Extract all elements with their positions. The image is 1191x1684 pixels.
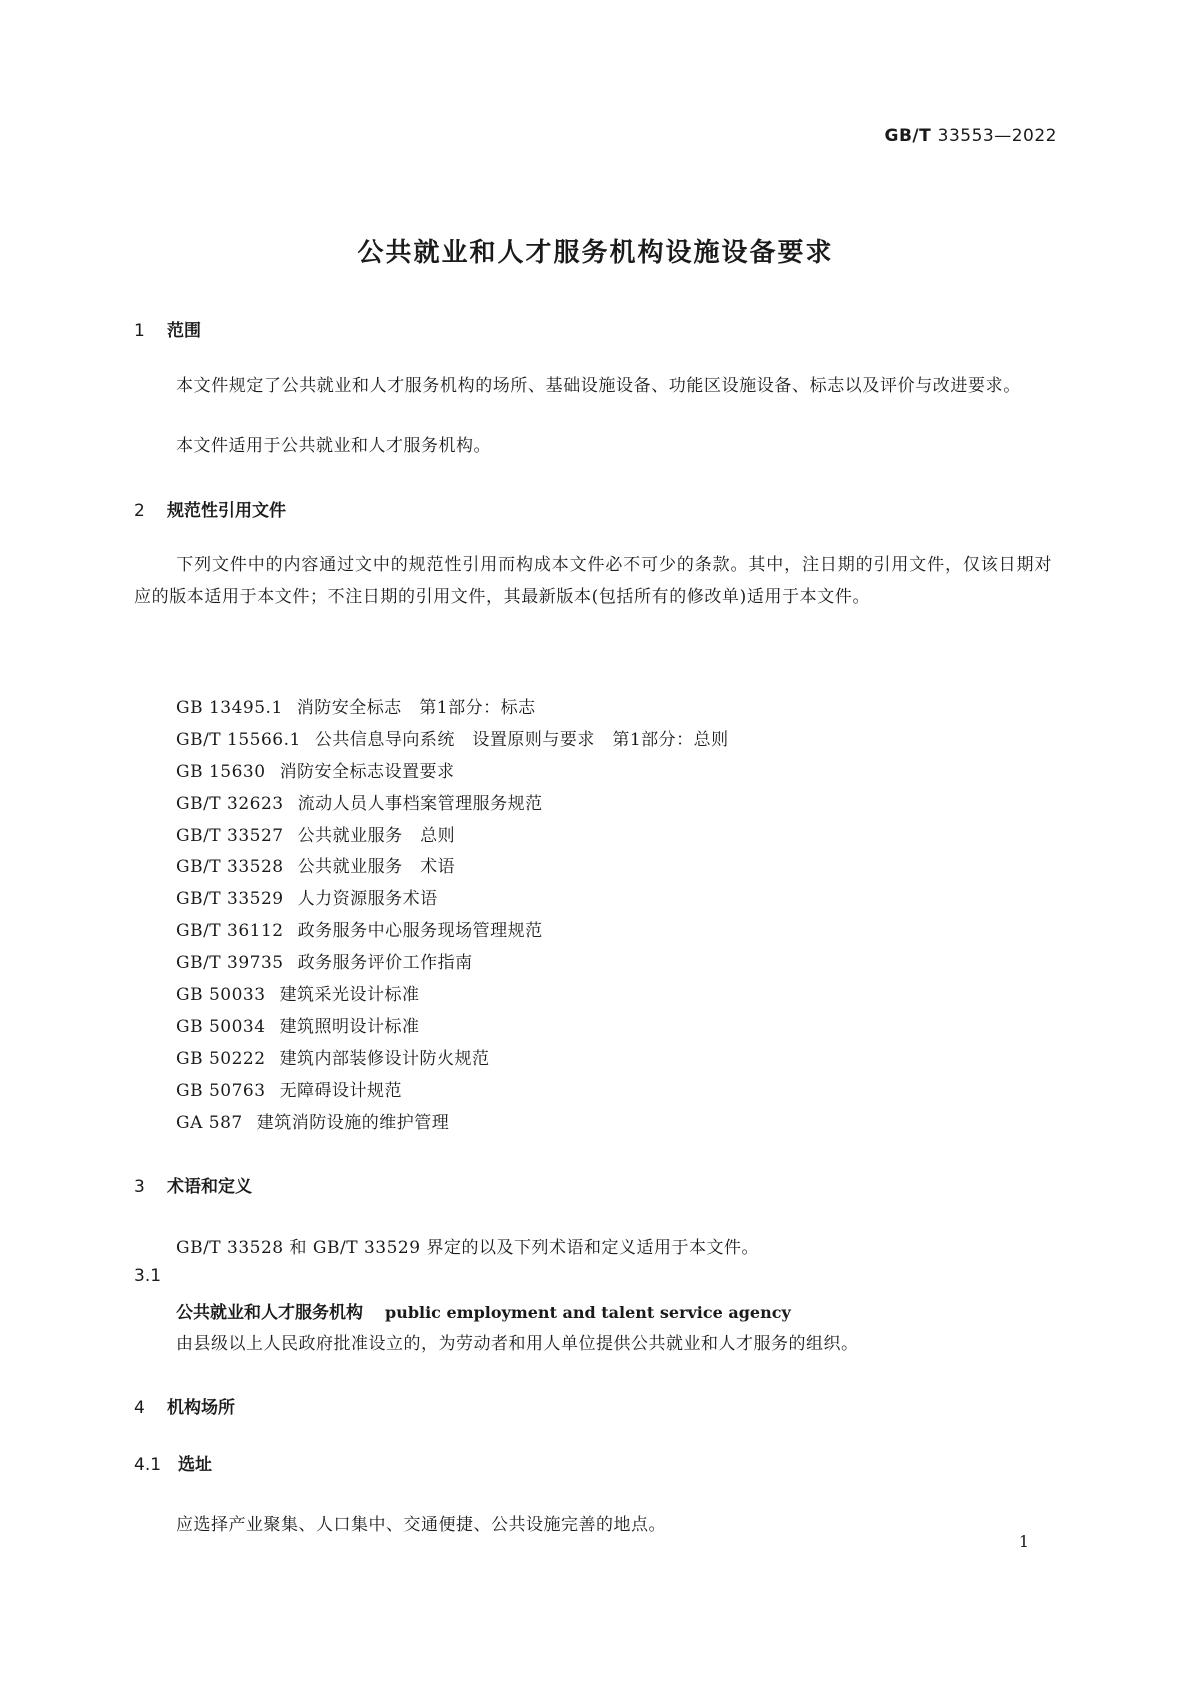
reference-code: GB 50763 bbox=[176, 1080, 266, 1101]
section-title: 规范性引用文件 bbox=[167, 501, 286, 521]
section-number: 2 bbox=[134, 501, 145, 521]
reference-title: 建筑内部装修设计防火规范 bbox=[279, 1048, 490, 1069]
section-3-heading bbox=[134, 1172, 252, 1197]
reference-title: 流动人员人事档案管理服务规范 bbox=[297, 793, 543, 814]
term-definition: 由县级以上人民政府批准设立的，为劳动者和用人单位提供公共就业和人才服务的组织。 bbox=[176, 1334, 859, 1354]
reference-item bbox=[176, 884, 729, 916]
reference-item bbox=[176, 757, 729, 789]
reference-code: GB 50222 bbox=[176, 1048, 266, 1069]
reference-item bbox=[176, 789, 729, 821]
section-number: 3 bbox=[134, 1177, 145, 1197]
section-number: 4 bbox=[134, 1398, 145, 1418]
reference-code: GB 50034 bbox=[176, 1016, 266, 1037]
clause-number: 3.1 bbox=[134, 1266, 162, 1286]
reference-code: GB/T 33527 bbox=[176, 825, 284, 846]
reference-item bbox=[176, 821, 729, 853]
section-4-1-heading bbox=[134, 1450, 212, 1475]
reference-item bbox=[176, 1044, 729, 1076]
reference-title: 政务服务评价工作指南 bbox=[297, 953, 473, 974]
standard-prefix: GB/T bbox=[884, 126, 932, 146]
section-title: 范围 bbox=[167, 321, 201, 341]
standard-code: 33553—2022 bbox=[937, 126, 1057, 146]
section-number: 1 bbox=[134, 321, 145, 341]
reference-item bbox=[176, 1076, 729, 1108]
reference-code: GB/T 36112 bbox=[176, 921, 284, 942]
reference-code: GB 50033 bbox=[176, 985, 266, 1006]
reference-item bbox=[176, 948, 729, 980]
reference-title: 政务服务中心服务现场管理规范 bbox=[297, 921, 543, 942]
reference-title: 公共信息导向系统 设置原则与要求 第1部分：总则 bbox=[314, 729, 729, 750]
reference-title: 消防安全标志设置要求 bbox=[279, 761, 455, 782]
section-1-paragraph-1 bbox=[134, 371, 1052, 403]
reference-code: GB/T 33528 bbox=[176, 857, 284, 878]
reference-code: GB/T 15566.1 bbox=[176, 729, 301, 750]
reference-title: 公共就业服务 总则 bbox=[297, 825, 456, 846]
reference-item bbox=[176, 980, 729, 1012]
reference-title: 建筑采光设计标准 bbox=[279, 985, 420, 1006]
reference-item bbox=[176, 693, 729, 725]
reference-item bbox=[176, 1108, 729, 1140]
standard-number bbox=[885, 126, 1057, 146]
term-english: public employment and talent service agency bbox=[385, 1303, 791, 1322]
reference-code: GB 13495.1 bbox=[176, 698, 283, 718]
reference-title: 建筑照明设计标准 bbox=[279, 1016, 420, 1037]
reference-title: 建筑消防设施的维护管理 bbox=[256, 1112, 450, 1133]
reference-item bbox=[176, 1012, 729, 1044]
reference-item bbox=[176, 852, 729, 884]
paragraph-text: 下列文件中的内容通过文中的规范性引用而构成本文件必不可少的条款。其中，注日期的引用文件，仅该日期对应的版本适用于本文件；不注日期的引用文件，其最新版本(包括所有的修改单)适用于本文件。 bbox=[134, 555, 1052, 607]
page-number: 1 bbox=[1018, 1532, 1029, 1551]
term-entry bbox=[176, 1298, 791, 1323]
document-title: 公共就业和人才服务机构设施设备要求 bbox=[357, 238, 834, 268]
subsection-title: 选址 bbox=[178, 1455, 212, 1475]
section-title: 术语和定义 bbox=[167, 1177, 252, 1197]
section-2-intro bbox=[134, 550, 1052, 613]
reference-code: GB/T 39735 bbox=[176, 953, 284, 974]
section-2-heading bbox=[134, 496, 286, 521]
reference-title: 公共就业服务 术语 bbox=[297, 857, 456, 878]
reference-code: GB/T 32623 bbox=[176, 793, 284, 814]
section-title: 机构场所 bbox=[167, 1398, 235, 1418]
section-4-heading bbox=[134, 1393, 235, 1418]
section-3-intro: GB/T 33528 和 GB/T 33529 界定的以及下列术语和定义适用于本文件。 bbox=[176, 1238, 759, 1258]
reference-title: 消防安全标志 第1部分：标志 bbox=[296, 698, 536, 718]
subsection-number: 4.1 bbox=[134, 1455, 162, 1475]
reference-item bbox=[176, 916, 729, 948]
section-4-1-paragraph: 应选择产业聚集、人口集中、交通便捷、公共设施完善的地点。 bbox=[176, 1515, 666, 1535]
section-1-paragraph-2: 本文件适用于公共就业和人才服务机构。 bbox=[176, 436, 491, 456]
section-1-heading bbox=[134, 316, 201, 341]
reference-title: 无障碍设计规范 bbox=[279, 1080, 403, 1101]
reference-item bbox=[176, 725, 729, 757]
reference-code: GB/T 33529 bbox=[176, 889, 284, 910]
reference-code: GA 587 bbox=[176, 1112, 243, 1133]
reference-code: GB 15630 bbox=[176, 761, 266, 782]
paragraph-text: 本文件规定了公共就业和人才服务机构的场所、基础设施设备、功能区设施设备、标志以及评价与改进要求。 bbox=[176, 376, 1021, 396]
reference-title: 人力资源服务术语 bbox=[297, 889, 438, 910]
term-chinese: 公共就业和人才服务机构 bbox=[176, 1303, 363, 1323]
normative-references-list bbox=[176, 693, 729, 1139]
